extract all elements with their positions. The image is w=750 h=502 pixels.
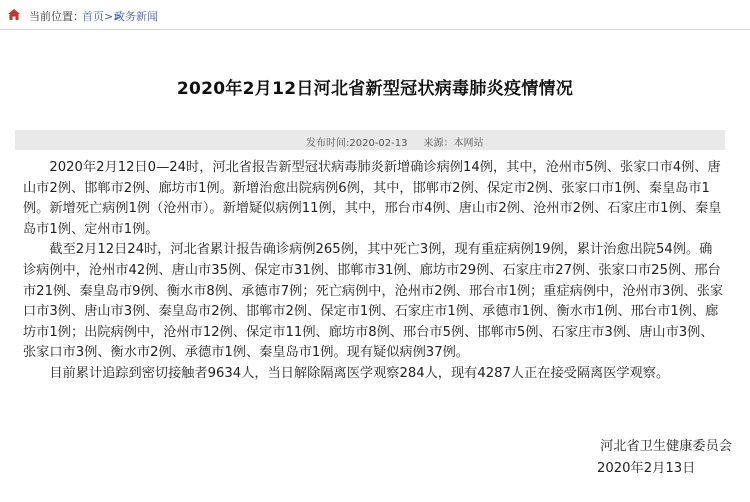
article-title: 2020年2月12日河北省新型冠状病毒肺炎疫情情况 [176, 79, 574, 99]
article-source: 来源：本网站 [423, 138, 484, 149]
breadcrumb-current-link[interactable]: 政务新闻 [114, 10, 158, 23]
article-paragraph: 2020年2月12日0—24时，河北省报告新型冠状病毒肺炎新增确诊病例14例，其中，沧州市5例、张家口市4例、唐山市2例、邯郸市2例、廊坊市1例。新增治愈出院病例6例，其中，邯郸市2例、保定市2例、张家口市1例、秦皇岛市1例。新增死亡病例1例（沧州市）。新增疑似病例11例，其中，邢台市4例、唐山市2例、沧州市2例、石家庄市1例、秦皇岛市1例、定州市1例。 [23, 160, 722, 237]
signature-date: 2020年2月13日 [597, 461, 696, 476]
publish-time: 发布时间:2020-02-13 [306, 138, 408, 149]
breadcrumb [0, 0, 750, 30]
article-body [23, 158, 725, 385]
signature-organization: 河北省卫生健康委员会 [600, 439, 732, 454]
article-meta-bar [15, 130, 725, 150]
home-icon [8, 9, 20, 20]
article-paragraph: 截至2月12日24时，河北省累计报告确诊病例265例，其中死亡3例，现有重症病例19例，累计治愈出院54例。确诊病例中，沧州市42例、唐山市35例、保定市31例、邯郸市31例、廊坊市29例、石家庄市27例、张家口市25例、邢台市21例、秦皇岛市9例、衡水市8例、承德市7例；死亡病例中，沧州市2例、邢台市1例；重症病例中，沧州市3例、张家口市3例、唐山市3例、秦皇岛市2例、邯郸市2例、保定市1例、石家庄市1例、承德市1例、衡水市1例、邢台市1例、廊坊市1例；出院病例中，沧州市12例、保定市11例、廊坊市8例、邢台市5例、邯郸市5例、石家庄市3例、唐山市3例、张家口市3例、衡水市2例、承德市1例、秦皇岛市1例。现有疑似病例37例。 [23, 242, 724, 361]
breadcrumb-home-link[interactable]: 首页>> [82, 10, 123, 23]
article-paragraph: 目前累计追踪到密切接触者9634人，当日解除隔离医学观察284人，现有4287人正在接受隔离医学观察。 [49, 365, 670, 381]
article-meta [306, 134, 483, 149]
breadcrumb-label: 当前位置： [29, 10, 84, 23]
